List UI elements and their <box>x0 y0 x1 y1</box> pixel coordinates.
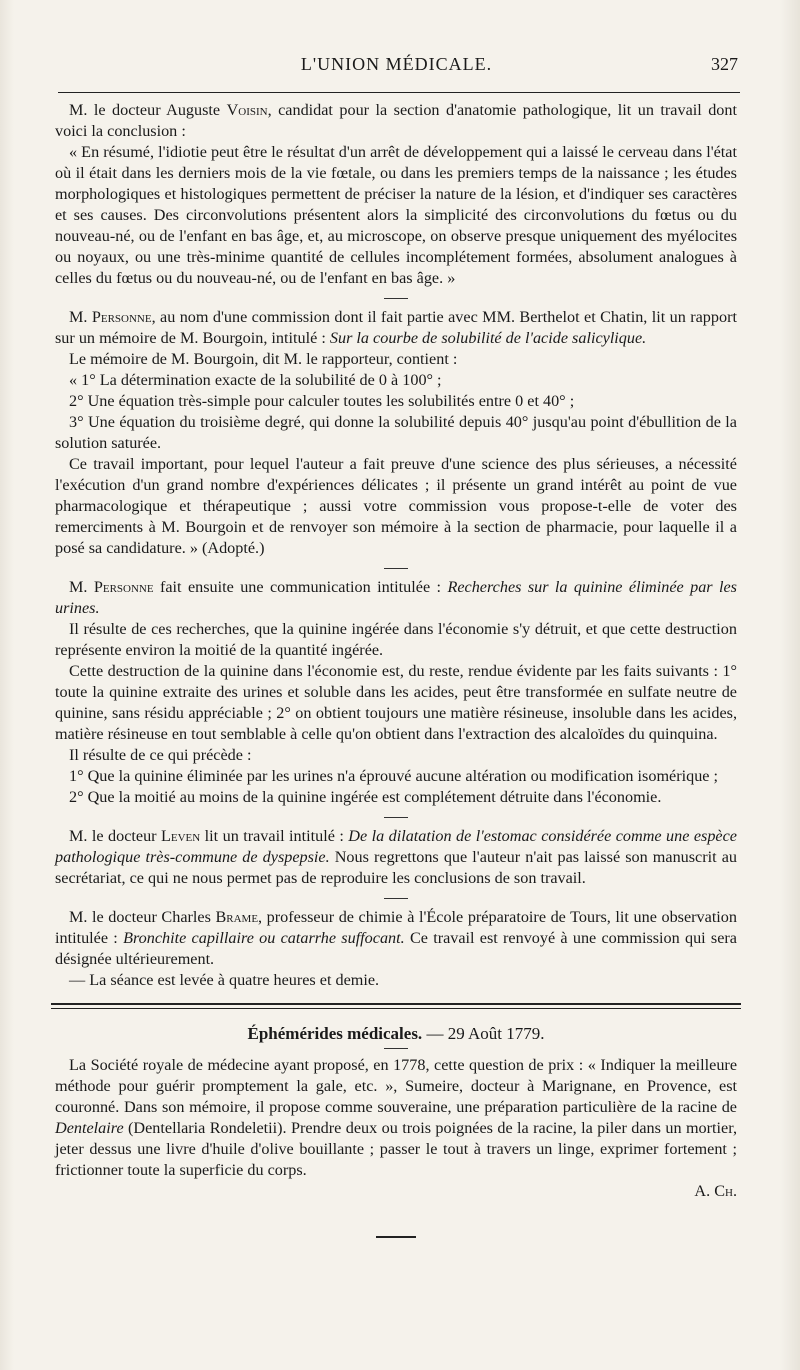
ephemerides-paragraph <box>55 1055 737 1181</box>
author-name: Leven <box>161 827 201 845</box>
ephemerides-heading <box>55 1023 737 1044</box>
list-item: « 1° La détermination exacte de la solubilité de 0 à 100° ; <box>69 371 442 389</box>
list-item: 2° Une équation très-simple pour calculer toutes les solubilités entre 0 et 40° ; <box>69 392 575 410</box>
double-rule-divider <box>51 1003 741 1009</box>
text-run: , candidat pour la section d'anatomie pathologique, lit un travail dont voici la conclusion : <box>55 101 737 140</box>
list-item: 1° Que la quinine éliminée par les urines n'a éprouvé aucune altération ou modification isomérique ; <box>69 767 719 785</box>
brame-paragraph <box>55 907 737 970</box>
section-separator <box>384 1048 408 1049</box>
plant-name: Dentelaire <box>55 1119 124 1137</box>
text-run: La Société royale de médecine ayant proposé, en 1778, cette question de prix : « Indiquer la meilleure méthode pour guérir promptement la gale, etc. », Sumeire, docteur à Marignane, en Provence, est couronné. Dans son mémoire, il propose comme souveraine, une préparation particulière de la racine de <box>55 1056 737 1116</box>
running-title: L'UNION MÉDICALE. <box>300 54 493 74</box>
voisin-paragraph <box>55 100 737 142</box>
personne-report-paragraph <box>55 307 737 349</box>
personne-communication-paragraph <box>55 577 737 619</box>
section-separator <box>384 898 408 899</box>
paragraph: Ce travail important, pour lequel l'auteur a fait preuve d'une science des plus sérieuses, a nécessité l'exécution d'un grand nombre d'expériences délicates ; il présente un grand intérêt au point de vue pharmacologique et thérapeutique ; aussi votre commission vous propose-t-elle de voter des remerciments à M. Bourgoin et de renvoyer son mémoire à la section de pharmacie, pour laquelle il a posé sa candidature. » (Adopté.) <box>55 455 737 557</box>
text-run: , professeur de chimie à l'École préparatoire de Tours, lit une observation intitulée : <box>55 908 737 947</box>
work-title: Recherches sur la quinine éliminée par les urines. <box>55 578 737 617</box>
text-run: M. <box>69 578 94 596</box>
heading-date: — 29 Août 1779. <box>422 1024 545 1043</box>
list-item: 3° Une équation du troisième degré, qui donne la solubilité depuis 40° jusqu'au point d'ébullition de la solution saturée. <box>55 413 737 452</box>
text-run: M. <box>69 308 92 326</box>
author-name: Personne <box>93 578 154 596</box>
paragraph: Cette destruction de la quinine dans l'économie est, du reste, rendue évidente par les faits suivants : 1° toute la quinine extraite des urines et soluble dans les acides, peut être transformée en sulfate neutre de quinine, sans résidu appréciable ; 2° on obtient toujours une matière résineuse, insoluble dans les acides, matière résineuse en tout semblable à celle qu'on obtient dans l'extraction des alcaloïdes du quinquina. <box>55 662 737 743</box>
work-title: Sur la courbe de solubilité de l'acide salicylique. <box>329 329 647 347</box>
text-run: fait ensuite une communication intitulée : <box>153 578 448 596</box>
work-title: Bronchite capillaire ou catarrhe suffocant. <box>123 929 405 947</box>
leven-paragraph <box>55 826 737 889</box>
page-number: 327 <box>711 54 738 74</box>
heading-title: Éphémérides médicales. <box>247 1024 423 1043</box>
author-name: Personne <box>91 308 152 326</box>
author-name: Voisin <box>226 101 268 119</box>
text-run: (Dentellaria Rondeletii). Prendre deux ou trois poignées de la racine, la piler dans un mortier, jeter dessus une livre d'huile d'olive bouillante ; passer le tout à travers un linge, exprimer fortement ; frictionner toute la superficie du corps. <box>55 1119 737 1179</box>
section-separator <box>384 298 408 299</box>
work-title: De la dilatation de l'estomac considérée comme une espèce pathologique très-commune de dyspepsie. <box>55 827 737 866</box>
text-run: , au nom d'une commission dont il fait partie avec MM. Berthelot et Chatin, lit un rapport sur un mémoire de M. Bourgoin, intitulé : <box>55 308 737 347</box>
header-rule <box>58 92 740 93</box>
list-item: 2° Que la moitié au moins de la quinine ingérée est complétement détruite dans l'économie. <box>69 788 662 806</box>
paragraph: Le mémoire de M. Bourgoin, dit M. le rapporteur, contient : <box>69 350 458 368</box>
signature: A. Ch. <box>694 1182 737 1200</box>
text-run: M. le docteur Charles <box>69 908 216 926</box>
text-run: Nous regrettons que l'auteur n'ait pas laissé son manuscrit au secrétariat, ce qui ne nous permet pas de reproduire les conclusions de son travail. <box>55 848 737 887</box>
page-header <box>55 50 738 82</box>
article-body <box>55 100 737 1238</box>
section-separator <box>384 817 408 818</box>
text-run: M. le docteur Auguste <box>69 101 227 119</box>
text-run: lit un travail intitulé : <box>200 827 349 845</box>
author-name: Brame <box>215 908 259 926</box>
paragraph: Il résulte de ces recherches, que la quinine ingérée dans l'économie s'y détruit, et que cette destruction représente environ la moitié de la quantité ingérée. <box>55 620 737 659</box>
voisin-conclusion: « En résumé, l'idiotie peut être le résultat d'un arrêt de développement qui a laissé le cerveau dans l'état où il était dans les derniers mois de la vie fœtale, ou dans les premiers temps de la naissance ; les études morphologiques et histologiques permettent de préciser la nature de la lésion, et d'indiquer ses caractères et ses causes. Des circonvolutions présentent alors la simplicité des circonvolutions du fœtus ou du nouveau-né, ou de l'enfant en bas âge, et, au microscope, on observe presque uniquement des myélocites ou noyaux, ou une très-minime quantité de cellules incomplétement formées, absolument analogues à celles du fœtus ou du nouveau-né, ou de l'enfant en bas âge. » <box>55 143 737 287</box>
end-rule <box>376 1236 416 1238</box>
session-closing: — La séance est levée à quatre heures et demie. <box>69 971 380 989</box>
section-separator <box>384 568 408 569</box>
text-run: M. le docteur <box>69 827 161 845</box>
text-run: Ce travail est renvoyé à une commission qui sera désignée ultérieurement. <box>55 929 737 968</box>
paragraph: Il résulte de ce qui précède : <box>69 746 252 764</box>
